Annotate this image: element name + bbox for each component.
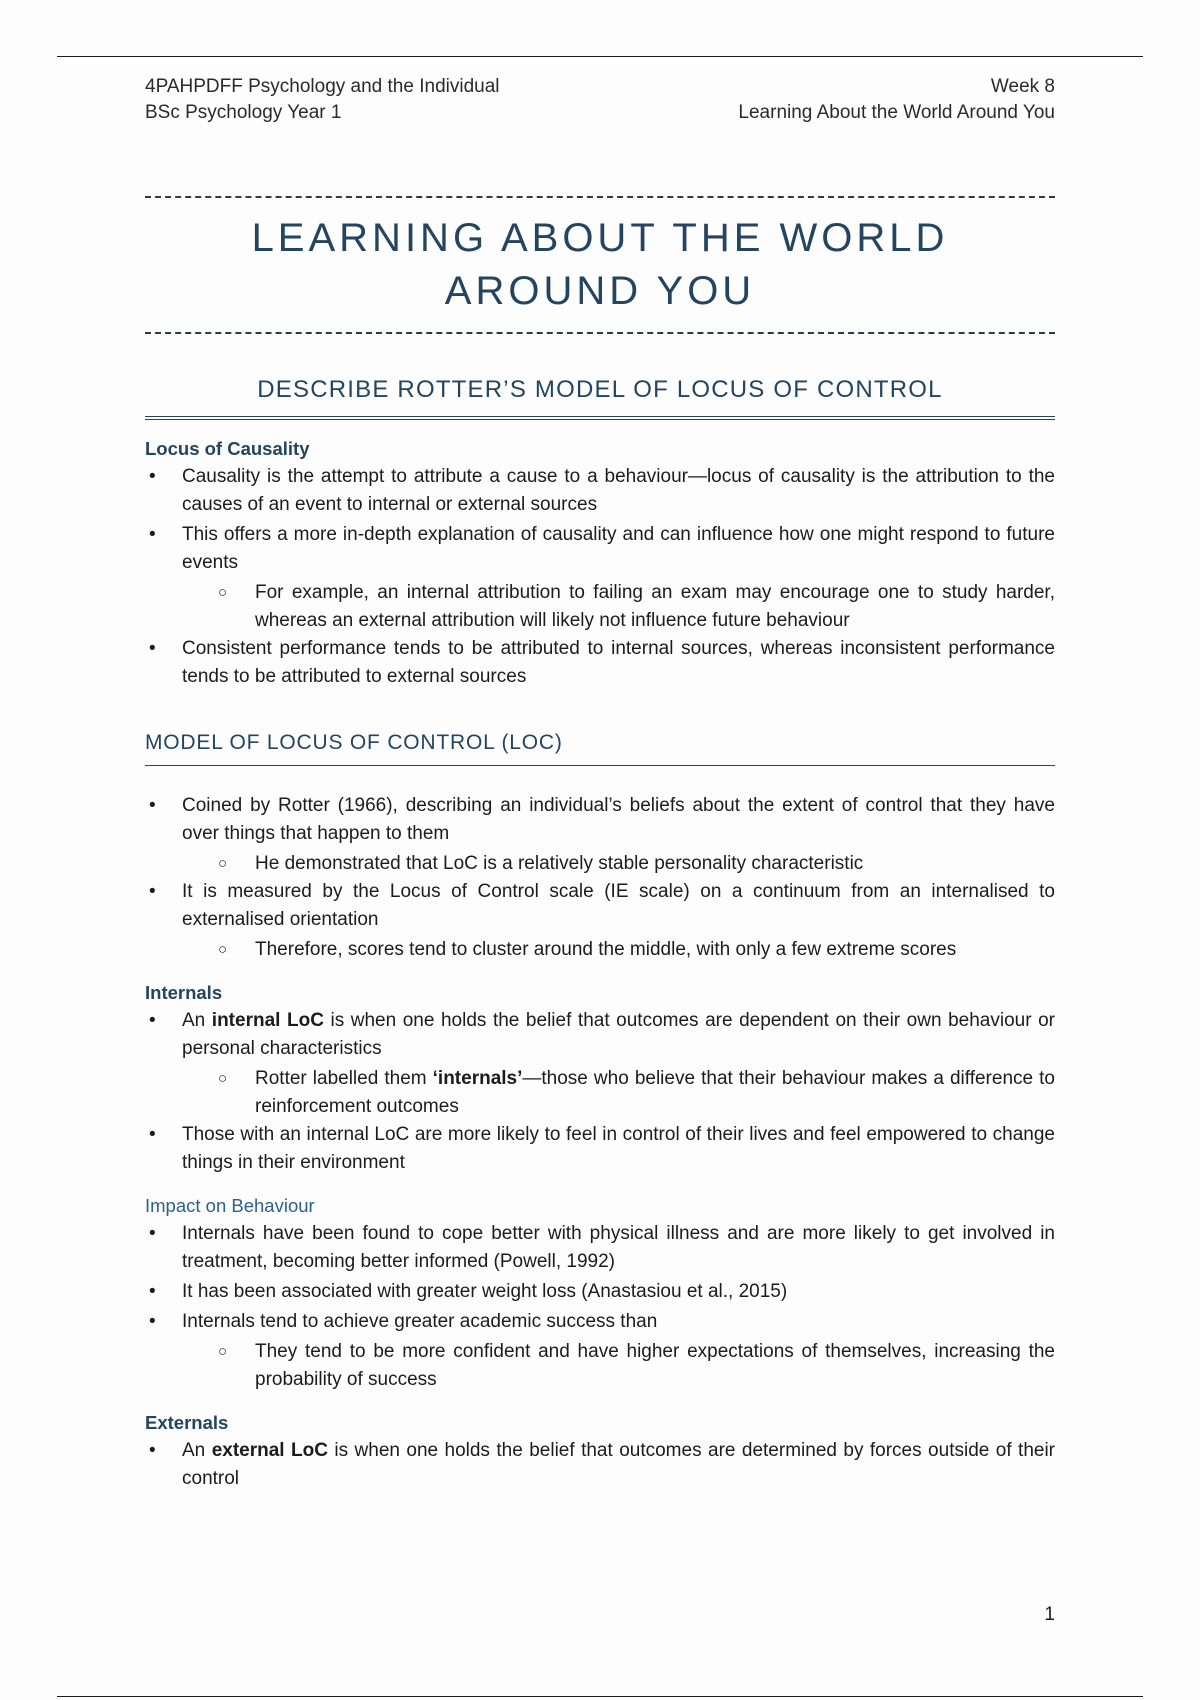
title-line-2: AROUND YOU	[444, 269, 756, 313]
text: is when one holds the belief that outcomes are determined by forces outside of their control	[182, 1440, 1055, 1489]
title-divider-bottom	[145, 332, 1055, 334]
causality-list	[145, 463, 1055, 577]
list-item: • Causality is the attempt to attribute a cause to a behaviour—locus of causality is the attribution to the causes of an event to internal or external sources	[145, 463, 1055, 519]
internals-list	[145, 1007, 1055, 1063]
subheading-impact-on-behaviour: Impact on Behaviour	[145, 1195, 315, 1216]
externals-list	[145, 1437, 1055, 1493]
sub-list-item	[145, 1338, 1055, 1394]
page-number: 1	[1044, 1604, 1055, 1625]
sub-list-item-text: They tend to be more confident and have higher expectations of themselves, increasing the probability of success	[255, 1341, 1055, 1390]
internals-list-cont	[145, 1121, 1055, 1177]
text: An	[182, 1440, 212, 1461]
week-label: Week 8	[990, 76, 1055, 97]
list-item: • It is measured by the Locus of Control scale (IE scale) on a continuum from an internalised to externalised orientation	[145, 878, 1055, 934]
loc-list-cont	[145, 878, 1055, 934]
loc-list	[145, 792, 1055, 848]
topic-label: Learning About the World Around You	[738, 102, 1055, 123]
list-item: • Consistent performance tends to be attributed to internal sources, whereas inconsistent performance tends to be attributed to external sources	[145, 635, 1055, 691]
sub-list-item-text	[218, 1065, 1055, 1121]
list-item: • Internals have been found to cope better with physical illness and are more likely to get involved in treatment, becoming better informed (Powell, 1992)	[145, 1220, 1055, 1276]
circle-bullet-icon: ○	[218, 941, 228, 958]
term-internals: ‘internals’	[432, 1068, 523, 1089]
section-heading-rotter: DESCRIBE ROTTER’S MODEL OF LOCUS OF CONTROL	[145, 376, 1055, 420]
list-item	[145, 1007, 1055, 1063]
sub-list-item	[145, 579, 1055, 635]
list-item	[145, 1437, 1055, 1493]
circle-bullet-icon: ○	[218, 855, 228, 872]
sub-list-item-text: For example, an internal attribution to failing an exam may encourage one to study harder, whereas an external attribution will likely not influence future behaviour	[255, 582, 1055, 631]
section-heading-loc-model: MODEL OF LOCUS OF CONTROL (LOC)	[145, 731, 1055, 766]
document-body	[145, 196, 1055, 1495]
sub-list-item-text: Therefore, scores tend to cluster around the middle, with only a few extreme scores	[255, 939, 957, 960]
list-item: • Coined by Rotter (1966), describing an individual’s beliefs about the extent of control that they have over things that happen to them	[145, 792, 1055, 848]
text: is when one holds the belief that outcomes are dependent on their own behaviour or personal characteristics	[182, 1010, 1055, 1059]
list-item-text: This offers a more in-depth explanation of causality and can influence how one might respond to future events	[182, 524, 1055, 573]
title-divider-top	[145, 196, 1055, 198]
subheading-internals: Internals	[145, 982, 223, 1003]
course-code: 4PAHPDFF Psychology and the Individual	[145, 76, 500, 97]
causality-list-cont	[145, 635, 1055, 691]
term-internal-loc: internal LoC	[211, 1010, 324, 1031]
list-item: • It has been associated with greater weight loss (Anastasiou et al., 2015)	[145, 1278, 1055, 1306]
header-right	[738, 74, 1055, 126]
text: An	[182, 1010, 212, 1031]
impact-list	[145, 1220, 1055, 1336]
text: Rotter labelled them	[255, 1068, 433, 1089]
sub-list-item-text: He demonstrated that LoC is a relatively stable personality characteristic	[255, 853, 864, 874]
subheading-externals: Externals	[145, 1412, 229, 1433]
programme: BSc Psychology Year 1	[145, 102, 342, 123]
list-item	[145, 521, 1055, 577]
sub-list-item	[145, 1065, 1055, 1121]
bottom-rule	[57, 1696, 1143, 1697]
subheading-locus-of-causality: Locus of Causality	[145, 438, 310, 459]
document-title	[145, 212, 1055, 318]
title-line-1: LEARNING ABOUT THE WORLD	[251, 216, 949, 260]
term-external-loc: external LoC	[211, 1440, 328, 1461]
sub-list-item	[145, 850, 1055, 878]
circle-bullet-icon: ○	[218, 584, 228, 601]
circle-bullet-icon: ○	[218, 1343, 228, 1360]
list-item: • Internals tend to achieve greater academic success than	[145, 1308, 1055, 1336]
header-left	[145, 74, 500, 126]
sub-list-item	[145, 936, 1055, 964]
text: —those who believe that their behaviour makes a difference to reinforcement outcomes	[255, 1068, 1055, 1117]
circle-bullet-icon: ○	[218, 1070, 228, 1087]
list-item: • Those with an internal LoC are more likely to feel in control of their lives and feel empowered to change things in their environment	[145, 1121, 1055, 1177]
top-rule	[57, 56, 1143, 57]
